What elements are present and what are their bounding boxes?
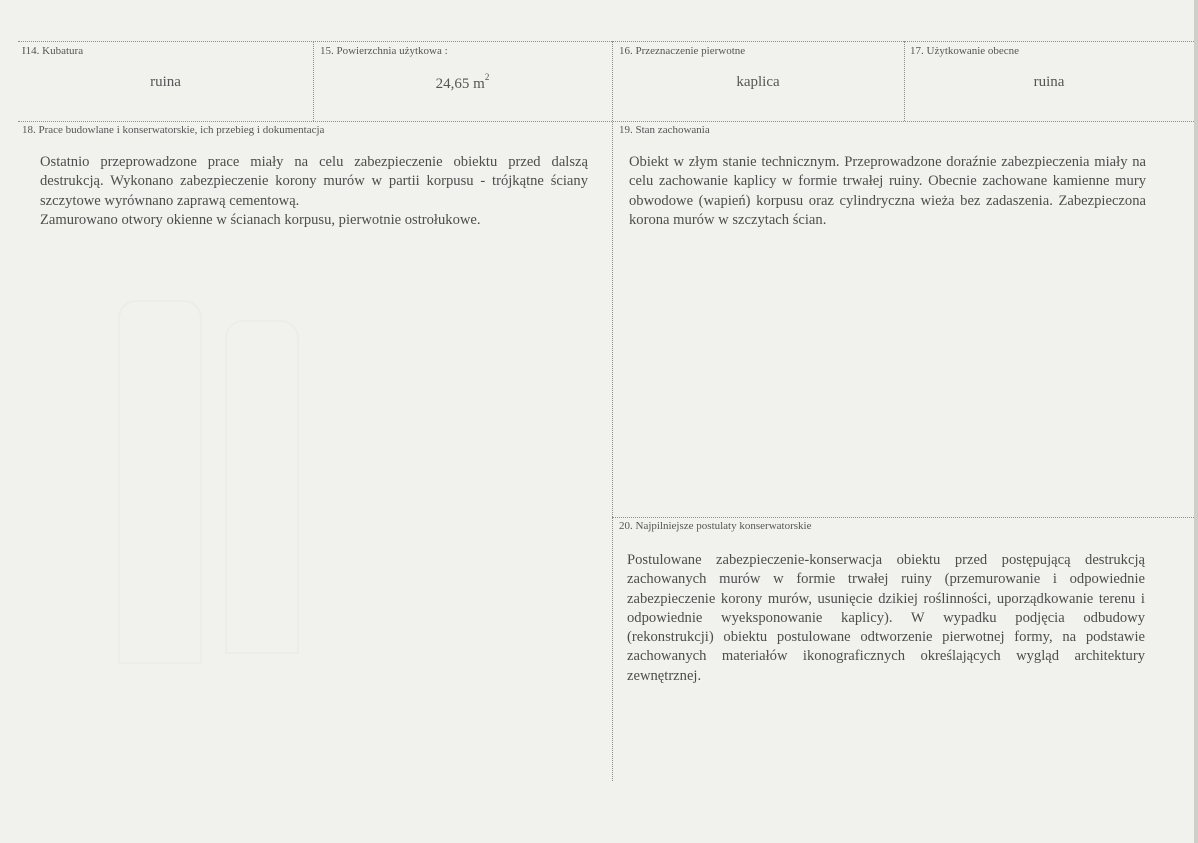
show-through-shape (225, 320, 299, 654)
field-16-value: kaplica (736, 74, 780, 90)
section-20-text (627, 551, 1145, 686)
field-17-value: ruina (1033, 74, 1065, 90)
section-18-label: 18. Prace budowlane i konserwatorskie, ich przebieg i dokumentacja (22, 124, 325, 136)
section-20-paragraph: Postulowane zabezpieczenie-konserwacja obiektu przed postępującą destrukcją zachowanych murów w formie trwałej ruiny (przemurowanie i odpowiednie zabezpieczenie korony murów, usunięcie dzikiej roślinności, uporządkowanie terenu i odpowiednie wyeksponowanie kaplicy). W wypadku podjęcia odbudowy (rekonstrukcji) obiektu postulowane odtworzenie pierwotnej formy, na podstawie zachowanych materiałów ikonograficznych określających wygląd architektury zewnętrznej. (627, 552, 1145, 684)
section-19-paragraph: Obiekt w złym stanie technicznym. Przeprowadzone doraźnie zabezpieczenia miały na celu zachowanie kaplicy w formie trwałej ruiny. Obecnie zachowane kamienne mury obwodowe (wapień) korpusu oraz cylindryczna wieża bez zadaszenia. Zabezpieczona korona murów w szczytach ścian. (629, 154, 1146, 228)
section-19-20-divider-line (612, 517, 1194, 518)
top-border-line (18, 41, 1194, 42)
field-15-value (313, 74, 612, 93)
row-divider-line (18, 121, 1194, 122)
paper-edge (1194, 0, 1198, 843)
section-18-paragraph: Zamurowano otwory okienne w ścianach korpusu, pierwotnie ostrołukowe. (40, 211, 481, 228)
section-18-text (40, 153, 588, 230)
field-15-unit-exponent: 2 (484, 72, 490, 82)
column-divider-line (612, 41, 613, 781)
section-20-label: 20. Najpilniejsze postulaty konserwatorskie (619, 520, 812, 532)
section-19-label: 19. Stan zachowania (619, 124, 710, 136)
show-through-shape (118, 300, 202, 664)
field-14-value: ruina (150, 74, 181, 90)
field-17-label: 17. Użytkowanie obecne (910, 45, 1020, 57)
section-18-paragraph: Ostatnio przeprowadzone prace miały na celu zabezpieczenie obiektu przed dalszą destrukcją. Wykonano zabezpieczenie korony murów w partii korpusu - trójkątne ściany szczytowe wyrównano zaprawą cementową. (40, 154, 588, 209)
field-14-label: I14. Kubatura (22, 45, 84, 57)
field-15-label: 15. Powierzchnia użytkowa : (320, 45, 448, 57)
section-19-text (629, 153, 1146, 230)
field-15-value-text: 24,65 m (435, 76, 485, 92)
field-16-label: 16. Przeznaczenie pierwotne (619, 45, 746, 57)
